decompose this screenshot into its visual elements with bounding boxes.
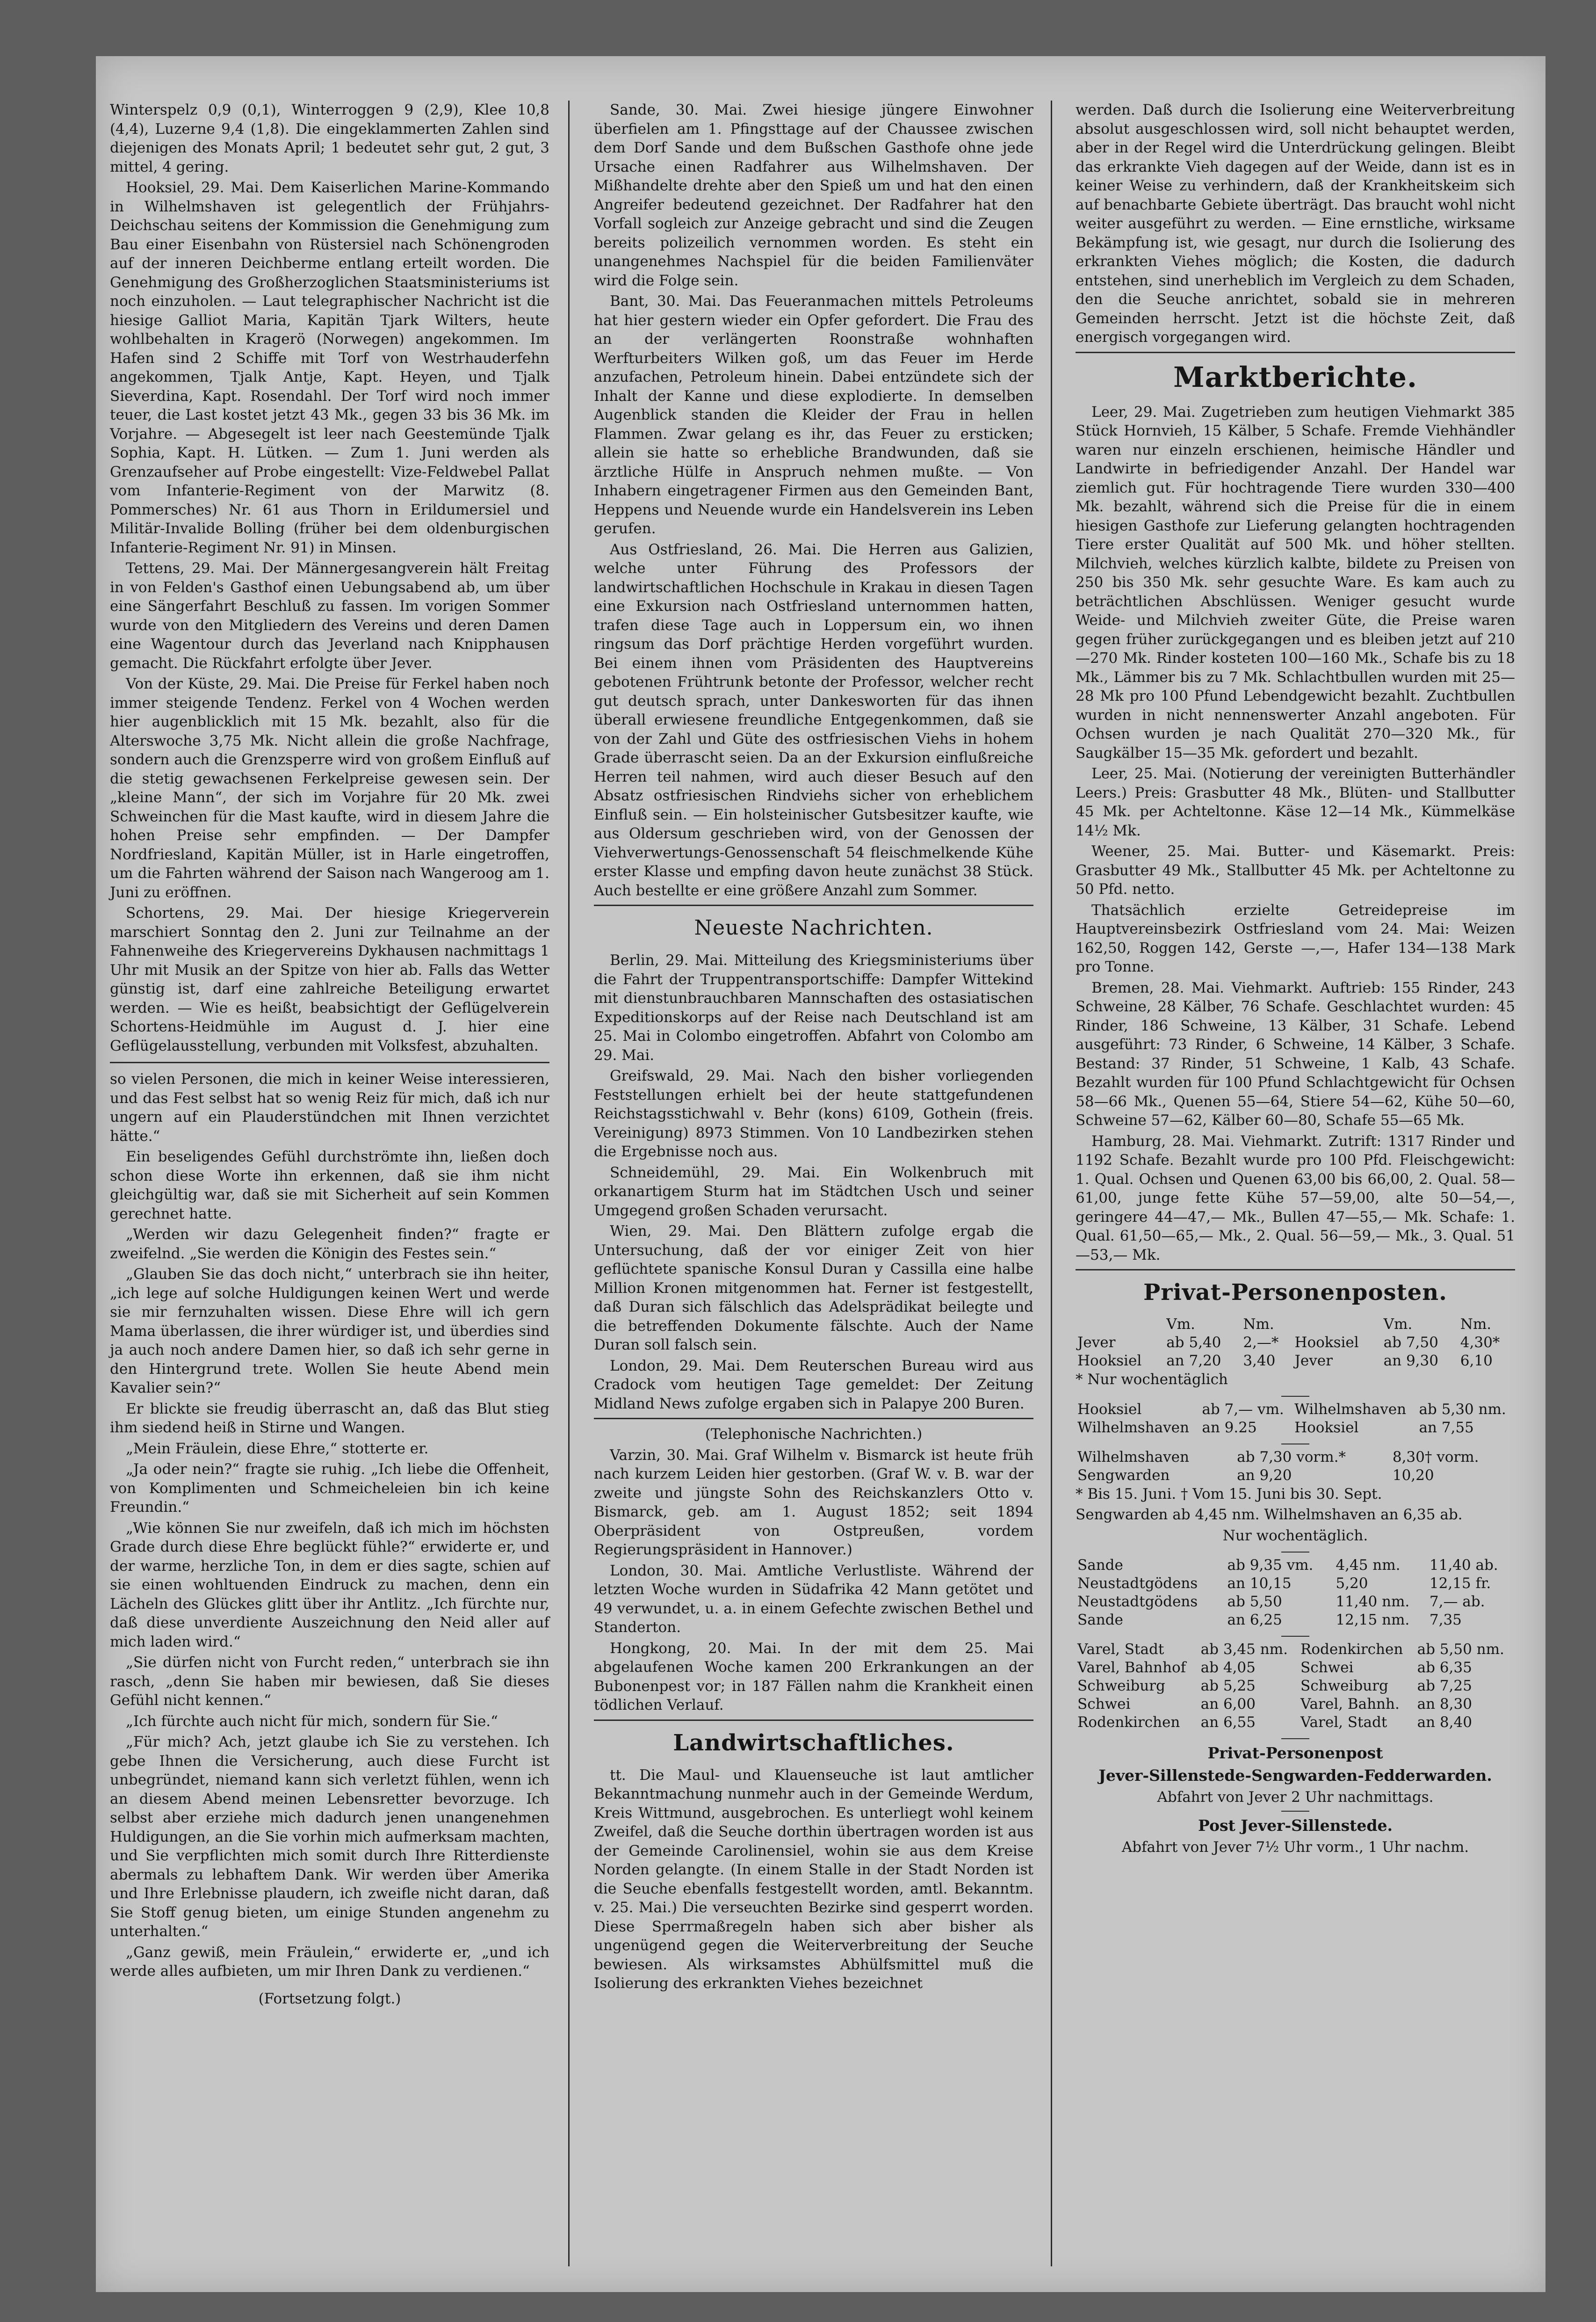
schedule-sande-neustadtgoedens: [1076, 1556, 1515, 1629]
news-london-verlustliste: London, 30. Mai. Amtliche Verlustliste. Während der letzten Woche wurden in Südafrika 42 Mann getötet und 49 verwundet, u. a. in einem Gefechte zwischen Bethel und Standerton.: [594, 1562, 1033, 1636]
feuilleton-paragraph: „Ja oder nein?“ fragte sie ruhig. „Ich liebe die Offenheit, von Komplimenten und Schmeicheleien bin ich keine Freundin.“: [110, 1461, 549, 1516]
article-sande: Sande, 30. Mai. Zwei hiesige jüngere Einwohner überfielen am 1. Pfingsttage auf der Chaussee zwischen dem Dorf Sande und dem Bußschen Gasthofe ohne jede Ursache einen Radfahrer aus Wilhelmshaven. Der Mißhandelte drehte aber den Spieß um und hat den einen Angreifer bedeutend gezeichnet. Der Radfahrer hat den Vorfall sogleich zur Anzeige gebracht und sind die Zeugen bereits polizeilich vernommen worden. Es steht ein unangenehmes Nachspiel für die beiden Familienväter wird die Folge sein.: [594, 102, 1033, 289]
feuilleton-divider: [110, 1062, 549, 1063]
table-row: Sengwarden an 9,20 10,20: [1077, 1466, 1434, 1484]
schedule-heading-post-jever: Post Jever-Sillenstede.: [1198, 1816, 1393, 1835]
schedule-divider: [1281, 1636, 1309, 1637]
feuilleton-paragraph: Er blickte sie freudig überrascht an, daß das Blut stieg ihm siedend heiß in Stirne und Wangen.: [110, 1400, 549, 1436]
market-getreidepreise: Thatsächlich erzielte Getreidepreise im Hauptvereinsbezirk Ostfriesland vom 24. Mai: Weizen 162,50, Roggen 142, Gerste —,—, Hafer 134—138 Mark pro Tonne.: [1076, 901, 1515, 975]
feuilleton-paragraph: „Sie dürfen nicht von Furcht reden,“ unterbrach sie ihn rasch, „denn Sie haben mir bewiesen, daß Sie dieses Gefühl nicht kennen.“: [110, 1654, 549, 1709]
schedule-note: * Bis 15. Juni. † Vom 15. Juni bis 30. Sept.: [1076, 1485, 1382, 1502]
feuilleton-paragraph: „Ganz gewiß, mein Fräulein,“ erwiderte er, „und ich werde alles aufbieten, um mir Ihren Dank zu verdienen.“: [110, 1944, 549, 1980]
feuilleton-paragraph: „Für mich? Ach, jetzt glaube ich Sie zu verstehen. Ich gebe Ihnen die Versicherung, auch diese Furcht ist unbegründet, niemand kann sich verletzt fühlen, wenn ich an diesem Abend meinen Lebensretter bevorzuge. Ich selbst aber erziehe mich dadurch jenen unangenehmen Huldigungen, an die Sie vorhin mich aufmerksam machten, und Sie verpflichten mich somit durch Ihre Ritterdienste abermals zu lebhaftem Dank. Wir werden über Amerika und Ihre Erlebnisse plaudern, ich zweifle nicht daran, daß Sie Stoff genug bieten, um einige Stunden angenehm zu unterhalten.“: [110, 1734, 549, 1940]
column-rule-right: [1051, 101, 1052, 2266]
schedule-note: * Nur wochentäglich: [1076, 1371, 1228, 1388]
table-row: Varel, Bahnhof ab 4,05 Schwei ab 6,35: [1077, 1659, 1472, 1676]
section-divider: [1076, 352, 1515, 353]
column-middle: [594, 101, 1033, 1995]
table-header-row: Vm. Nm. Vm. Nm.: [1166, 1316, 1492, 1333]
feuilleton-paragraph: „Glauben Sie das doch nicht,“ unterbrach sie ihn heiter, „ich lege auf solche Huldigungen keinen Wert und werde sie mir fernzuhalten wissen. Diese Ehre will ich gern Mama überlassen, die ihrer würdiger ist, und überdies sind ja auch noch andere Damen hier, so daß ich sehr gerne in den Hintergrund trete. Wollen Sie heute Abend mein Kavalier sein?“: [110, 1266, 549, 1396]
news-wien: Wien, 29. Mai. Den Blättern zufolge ergab die Untersuchung, daß der vor einiger Zeit von hier geflüchtete spanische Konsul Duran y Cassilla eine halbe Million Kronen mitgenommen hat. Ferner ist festgestellt, daß Duran sich fälschlich das Adelsprädikat beilegte und die betreffenden Dokumente fälschte. Auch der Name Duran soll falsch sein.: [594, 1223, 1033, 1353]
section-divider: [594, 1720, 1033, 1721]
section-heading-neueste-nachrichten: Neueste Nachrichten.: [694, 916, 933, 940]
feuilleton-paragraph: „Ich fürchte auch nicht für mich, sondern für Sie.“: [126, 1712, 498, 1730]
section-heading-telephonische: (Telephonische Nachrichten.): [705, 1426, 923, 1443]
newspaper-page: [96, 56, 1545, 2292]
market-leer-viehmarkt: Leer, 29. Mai. Zugetrieben zum heutigen Viehmarkt 385 Stück Hornvieh, 15 Kälber, 5 Schafe. Fremde Viehhändler waren nur einzeln erschienen, heimische Händler und Landwirte in befriedigender Anzahl. Der Handel war ziemlich gut. Für hochtragende Tiere wurden 330—400 Mk. bezahlt, während sich die Preise für die in einem hiesigen Gasthofe zur Lieferung gelangten hochtragenden Tiere erster Qualität auf 500 Mk. und höher stellten. Milchvieh, welches kürzlich kalbte, bildete zu Preisen von 250 bis 350 Mk. sehr gesuchte Ware. Es kam auch zu beträchtlichen Abschlüssen. Weniger gesucht wurde Weide- und Milchvieh zweiter Güte, die Preise waren gegen früher zurückgegangen und es bleiben jetzt auf 210—270 Mk. Rinder kosteten 100—160 Mk., Schafe bis zu 18 Mk., Lämmer bis zu 7 Mk. Schlachtbullen wurden mit 25—28 Mk pro 100 Pfund Lebendgewicht bezahlt. Zuchtbullen wurden in nicht nennenswerter Anzahl angeboten. Für Ochsen wurden je nach Qualität 270—320 Mk., für Saugkälber 15—35 Mk. gefordert und bezahlt.: [1076, 403, 1515, 762]
table-row: Varel, Stadt ab 3,45 nm. Rodenkirchen ab 5,50 nm.: [1077, 1641, 1504, 1658]
table-row: Rodenkirchen an 6,55 Varel, Stadt an 8,40: [1077, 1714, 1472, 1731]
section-divider: [594, 1418, 1033, 1419]
table-row: Wilhelmshaven an 9.25 Hooksiel an 7,55: [1077, 1419, 1474, 1436]
section-divider: [594, 905, 1033, 906]
table-row: Hooksiel ab 7,— vm. Wilhelmshaven ab 5,30 nm.: [1077, 1400, 1506, 1418]
feuilleton-paragraph: „Mein Fräulein, diese Ehre,“ stotterte er.: [126, 1440, 429, 1457]
news-schneidemuehl: Schneidemühl, 29. Mai. Ein Wolkenbruch mit orkanartigem Sturm hat im Städtchen Usch und seiner Umgegend großen Schaden verursacht.: [594, 1164, 1033, 1219]
article-hooksiel: Hooksiel, 29. Mai. Dem Kaiserlichen Marine-Kommando in Wilhelmshaven ist gelegentlich der Frühjahrs-Deichschau seitens der Kommission die Genehmigung zum Bau einer Eisenbahn von Rüstersiel nach Schönengroden auf der inneren Deichberme entlang erteilt worden. Die Genehmigung des Großherzoglichen Staatsministeriums ist noch einzuholen. — Laut telegraphischer Nachricht ist die hiesige Galliot Maria, Kapitän Tjark Wilters, heute wohlbehalten in Kragerö (Norwegen) angekommen. Im Hafen sind 2 Schiffe mit Torf von Westrhauderfehn angekommen, Tjalk Antje, Kapt. Heyen, und Tjalk Sieverdina, Kapt. Rosendahl. Der Torf wird noch immer teuer, die Last kostet jetzt 43 Mk., gegen 33 bis 36 Mk. im Vorjahre. — Abgesegelt ist leer nach Geestemünde Tjalk Sophia, Kapt. H. Lütken. — Zum 1. Juni werden als Grenzaufseher auf Probe eingestellt: Vize-Feldwebel Pallat vom Infanterie-Regiment von der Marwitz (8. Pommersches) Nr. 61 aus Thorn in Erildumersiel und Militär-Invalide Bolling (früher bei dem oldenburgischen Infanterie-Regiment Nr. 91) in Minsen.: [110, 179, 549, 556]
article-maul-klauenseuche: tt. Die Maul- und Klauenseuche ist laut amtlicher Bekanntmachung nunmehr auch in der Gemeinde Werdum, Kreis Wittmund, ausgebrochen. Es unterliegt wohl keinem Zweifel, daß die Seuche dorthin übertragen worden ist aus der Gemeinde Carolinensiel, wohin sie aus dem Kreise Norden gelangte. (In einem Stalle in der Stadt Norden ist die Seuche ebenfalls festgestellt worden, amtl. Bekanntm. v. 25. Mai.) Die verseuchten Bezirke sind gesperrt worden. Diese Sperrmaßregeln haben sich aber bisher als ungenügend gegen die Weiterverbreitung der Seuche bewiesen. Als wirksamstes Abhülfsmittel muß die Isolierung des erkrankten Viehes bezeichnet: [594, 1766, 1033, 1992]
article-crop-stats: Winterspelz 0,9 (0,1), Winterroggen 9 (2,9), Klee 10,8 (4,4), Luzerne 9,4 (1,8). Die eingeklammerten Zahlen sind diejenigen des Monats April; 1 bedeutet sehr gut, 2 gut, 3 mittel, 4 gering.: [110, 102, 549, 175]
continuation-note: (Fortsetzung folgt.): [258, 1990, 401, 2007]
schedule-divider: [1281, 1738, 1309, 1739]
column-left: [110, 101, 549, 2010]
schedule-departure: Abfahrt von Jever 7½ Uhr vorm., 1 Uhr nachm.: [1121, 1838, 1469, 1856]
schedule-varel-rodenkirchen: [1076, 1640, 1515, 1732]
news-varzin: Varzin, 30. Mai. Graf Wilhelm v. Bismarck ist heute früh nach kurzem Leiden hier gestorben. (Graf W. v. B. war der zweite und jüngste Sohn des Reichskanzlers Otto v. Bismarck, geb. am 1. August 1852; seit 1894 Oberpräsident von Ostpreußen, vordem Regierungspräsident in Hannover.): [594, 1446, 1033, 1558]
table-row: Schweiburg ab 5,25 Schweiburg ab 7,25: [1077, 1677, 1472, 1694]
column-right: [1076, 101, 1515, 1858]
section-heading-landwirtschaftliches: Landwirtschaftliches.: [673, 1729, 954, 1756]
news-greifswald: Greifswald, 29. Mai. Nach den bisher vorliegenden Feststellungen erhielt bei der heute stattgefundenen Reichstagsstichwahl v. Behr (kons) 6109, Gothein (freis. Vereinigung) 8973 Stimmen. Von 10 Landbezirken stehen die Ergebnisse noch aus.: [594, 1067, 1033, 1160]
section-divider: [1076, 1269, 1515, 1270]
market-hamburg: Hamburg, 28. Mai. Viehmarkt. Zutrift: 1317 Rinder und 1192 Schafe. Bezahlt wurde pro 100 Pfd. Fleischgewicht: 1. Qual. Ochsen und Quenen 63,00 bis 66,00, 2. Qual. 58—61,00, junge fette Kühe 57—59,00, alte 50—54,—, geringere 44—47,— Mk., Bullen 47—55,— Mk. Schafe: 1. Qual. 61,50—65,— Mk., 2. Qual. 56—59,— Mk., 3. Qual. 51—53,— Mk.: [1076, 1132, 1515, 1263]
section-heading-marktberichte: Marktberichte.: [1173, 361, 1417, 394]
table-row: Schwei an 6,00 Varel, Bahnh. an 8,30: [1077, 1696, 1472, 1712]
schedule-hooksiel-wilhelmshaven: [1076, 1400, 1515, 1437]
feuilleton-paragraph: „Wie können Sie nur zweifeln, daß ich mich im höchsten Grade durch diese Ehre beglückt fühle?“ erwiderte er, und der warme, herzliche Ton, in dem er dies sagte, schien auf sie einen wohltuenden Eindruck zu machen, denn ein Lächeln des Glückes glitt über ihr Antlitz. „Ich fürchte nur, daß diese unverdiente Auszeichnung den Neid aller auf mich laden wird.“: [110, 1519, 549, 1650]
schedule-note: Nur wochentäglich.: [1222, 1527, 1368, 1544]
table-row: Sande ab 9,35 vm. 4,45 nm. 11,40 ab.: [1077, 1557, 1498, 1574]
market-weener: Weener, 25. Mai. Butter- und Käsemarkt. Preis: Grasbutter 49 Mk., Stallbutter 45 Mk. per Achteltonne zu 50 Pfd. netto.: [1076, 843, 1515, 898]
market-bremen: Bremen, 28. Mai. Viehmarkt. Auftrieb: 155 Rinder, 243 Schweine, 28 Kälber, 76 Schafe. Geschlachtet wurden: 45 Rinder, 186 Schweine, 13 Kälber, 31 Schafe. Lebend ausgeführt: 73 Rinder, 6 Schweine, 14 Kälber, 3 Schafe. Bestand: 37 Rinder, 51 Schweine, 1 Kalb, 43 Schafe. Bezahlt wurden für 100 Pfund Schlachtgewicht für Ochsen 58—66 Mk., Quenen 55—64, Stiere 54—62, Kühe 50—60, Schweine 57—62, Kälber 60—80, Schafe 55—65 Mk.: [1076, 979, 1515, 1129]
market-leer-butter: Leer, 25. Mai. (Notierung der vereinigten Butterhändler Leers.) Preis: Grasbutter 48 Mk., Blüten- und Stallbutter 45 Mk. per Achteltonne. Käse 12—14 Mk., Kümmelkäse 14½ Mk.: [1076, 765, 1515, 839]
table-row: Neustadtgödens an 10,15 5,20 12,15 fr.: [1077, 1575, 1491, 1592]
section-heading-personenposten: Privat-Personenposten.: [1143, 1279, 1447, 1306]
schedule-departure: Abfahrt von Jever 2 Uhr nachmittags.: [1157, 1789, 1434, 1806]
article-bant: Bant, 30. Mai. Das Feueranmachen mittels Petroleums hat hier gestern wieder ein Opfer gefordert. Die Frau des an der verlängerten Roonstraße wohnhaften Werfturbeiters Wilken goß, um das Feuer im Herde anzufachen, Petroleum hinein. Dabei entzündete sich der Inhalt der Kanne und diese explodierte. In demselben Augenblick standen die Kleider der Frau in hellen Flammen. Zwar gelang es ihr, das Feuer zu ersticken; allein sie hatte so erhebliche Brandwunden, daß sie ärztliche Hülfe in Anspruch nehmen mußte. — Von Inhabern eingetragener Firmen aus den Gemeinden Bant, Heppens und Neuende wurde ein Handelsverein ins Leben gerufen.: [594, 293, 1033, 537]
column-rule-left: [568, 101, 570, 2266]
news-hongkong: Hongkong, 20. Mai. In der mit dem 25. Mai abgelaufenen Woche kamen 200 Erkrankungen an der Bubonenpest vor; in 187 Fällen nahm die Krankheit einen tödlichen Verlauf.: [594, 1640, 1033, 1713]
schedule-divider: [1281, 1811, 1309, 1812]
article-schortens: Schortens, 29. Mai. Der hiesige Kriegerverein marschiert Sonntag den 2. Juni zur Teilnahme an der Fahnenweihe des Kriegervereins Dykhausen nachmittags 1 Uhr mit Musik an der Spitze von hier ab. Falls das Wetter günstig ist, darf eine zahlreiche Beteiligung erwartet werden. — Wie es heißt, beabsichtigt der Geflügelverein Schortens-Heidmühle im August d. J. hier eine Geflügelausstellung, verbunden mit Volksfest, abzuhalten.: [110, 905, 549, 1054]
table-row: Wilhelmshaven ab 7,30 vorm.* 8,30† vorm.: [1077, 1448, 1479, 1466]
schedule-jever-hooksiel: [1076, 1315, 1515, 1389]
article-tettens: Tettens, 29. Mai. Der Männergesangverein hält Freitag in von Felden's Gasthof einen Uebungsabend ab, um über eine Sängerfahrt Beschluß zu fassen. Im vorigen Sommer wurde von den Mitgliedern des Vereins und deren Damen eine Wagentour durch das Jeverland nach Knipphausen gemacht. Die Rückfahrt erfolgte über Jever.: [110, 560, 549, 672]
table-row: Neustadtgödens ab 5,50 11,40 nm. 7,— ab.: [1077, 1593, 1485, 1610]
schedule-divider: [1281, 1396, 1309, 1397]
schedule-heading-privat-post: Privat-Personenpost: [1207, 1744, 1383, 1762]
table-row: Jever ab 5,40 2,—* Hooksiel ab 7,50 4,30*: [1077, 1334, 1500, 1351]
schedule-wilhelmshaven-sengwarden: [1076, 1448, 1515, 1546]
news-berlin: Berlin, 29. Mai. Mitteilung des Kriegsministeriums über die Fahrt der Truppentransportschiffe: Dampfer Wittekind mit dienstunbrauchbaren Mannschaften des ostasiatischen Expeditionskorps auf der Reise nach Deutschland ist am 25. Mai in Colombo eingetroffen. Abfahrt von Colombo am 29. Mai.: [594, 952, 1033, 1064]
article-seuche-continued: werden. Daß durch die Isolierung eine Weiterverbreitung absolut ausgeschlossen wird, soll nicht behauptet werden, aber in der Regel wird die Unterdrückung gelingen. Bleibt das erkrankte Vieh dagegen auf der Weide, dann ist es in keiner Weise zu verhindern, daß der Krankheitskeim sich auf benachbarte Gebiete überträgt. Das braucht wohl nicht weiter ausgeführt zu werden. — Eine ernstliche, wirksame Bekämpfung ist, wie gesagt, nur durch die Isolierung des erkrankten Viehes möglich; die Kosten, die dadurch entstehen, sind unerheblich im Vergleich zu dem Schaden, den die Seuche anrichtet, sobald sie in mehreren Gemeinden herrscht. Jetzt ist die höchste Zeit, daß energisch vorgegangen wird.: [1076, 102, 1515, 346]
feuilleton-paragraph: Ein beseligendes Gefühl durchströmte ihn, ließen doch schon diese Worte ihn erkennen, daß sie ihm nicht gleichgültig war, daß sie mit Sicherheit auf sein Kommen gerechnet hatte.: [110, 1148, 549, 1222]
feuilleton-paragraph: „Werden wir dazu Gelegenheit finden?“ fragte er zweifelnd. „Sie werden die Königin des Festes sein.“: [110, 1226, 549, 1262]
schedule-route: Jever-Sillenstede-Sengwarden-Fedderwarden.: [1098, 1766, 1492, 1785]
feuilleton-paragraph: so vielen Personen, die mich in keiner Weise interessieren, und das Fest selbst hat so wenig Reiz für mich, daß ich nur ungern auf ein Plauderstündchen mit Ihnen verzichtet hätte.“: [110, 1071, 549, 1145]
schedule-divider: [1281, 1552, 1309, 1553]
article-von-der-kueste: Von der Küste, 29. Mai. Die Preise für Ferkel haben noch immer steigende Tendenz. Ferkel von 4 Wochen werden hier augenblicklich mit 15 Mk. bezahlt, also für die Alterswoche 3,75 Mk. Nicht allein die große Nachfrage, sondern auch die Grenzsperre wird von großem Einfluß auf die stetig gewachsenen Ferkelpreise gewesen sein. Der „kleine Mann“, der sich im Vorjahre für 20 Mk. zwei Schweinchen für die Mast kaufte, wird in diesem Jahre die hohen Preise sehr empfinden. — Der Dampfer Nordfriesland, Kapitän Müller, ist in Harle eingetroffen, um die Fahrten während der Saison nach Wangeroog am 1. Juni zu eröffnen.: [110, 675, 549, 901]
article-ostfriesland: Aus Ostfriesland, 26. Mai. Die Herren aus Galizien, welche unter Führung des Professors der landwirtschaftlichen Hochschule in Krakau in diesen Tagen eine Exkursion nach Ostfriesland unternommen hatten, trafen diese Tage auch in Loppersum ein, wo ihnen ringsum das Dorf prächtige Herden vorgeführt wurden. Bei einem ihnen vom Präsidenten des Hauptvereins gebotenen Frühtrunk betonte der Professor, welcher recht gut deutsch sprach, unter Dankesworten für das ihnen überall erwiesene freundliche Entgegenkommen, daß sie von der Zahl und Güte des ostfriesischen Viehs in hohem Grade überrascht seien. Da an der Exkursion einflußreiche Herren teil nahmen, wird auch dieser Besuch auf den Absatz ostfriesischen Rindviehs sicher von erheblichem Einfluß sein. — Ein holsteinischer Gutsbesitzer kaufte, wie aus Oldersum geschrieben wird, von der Genossen der Viehverwertungs-Genossenschaft 54 fleischmelkende Kühe erster Klasse und empfing davon heute zunächst 38 Stück. Auch bestellte er eine größere Anzahl zum Sommer.: [594, 541, 1033, 899]
table-row: Sande an 6,25 12,15 nm. 7,35: [1077, 1611, 1462, 1628]
news-london: London, 29. Mai. Dem Reuterschen Bureau wird aus Cradock vom heutigen Tage gemeldet: Der Zeitung Midland News zufolge ergaben sich in Palapye 200 Buren.: [594, 1357, 1033, 1412]
table-row: Hooksiel an 7,20 3,40 Jever an 9,30 6,10: [1077, 1352, 1493, 1369]
schedule-line: Sengwarden ab 4,45 nm. Wilhelmshaven an 6,35 ab.: [1076, 1506, 1463, 1523]
